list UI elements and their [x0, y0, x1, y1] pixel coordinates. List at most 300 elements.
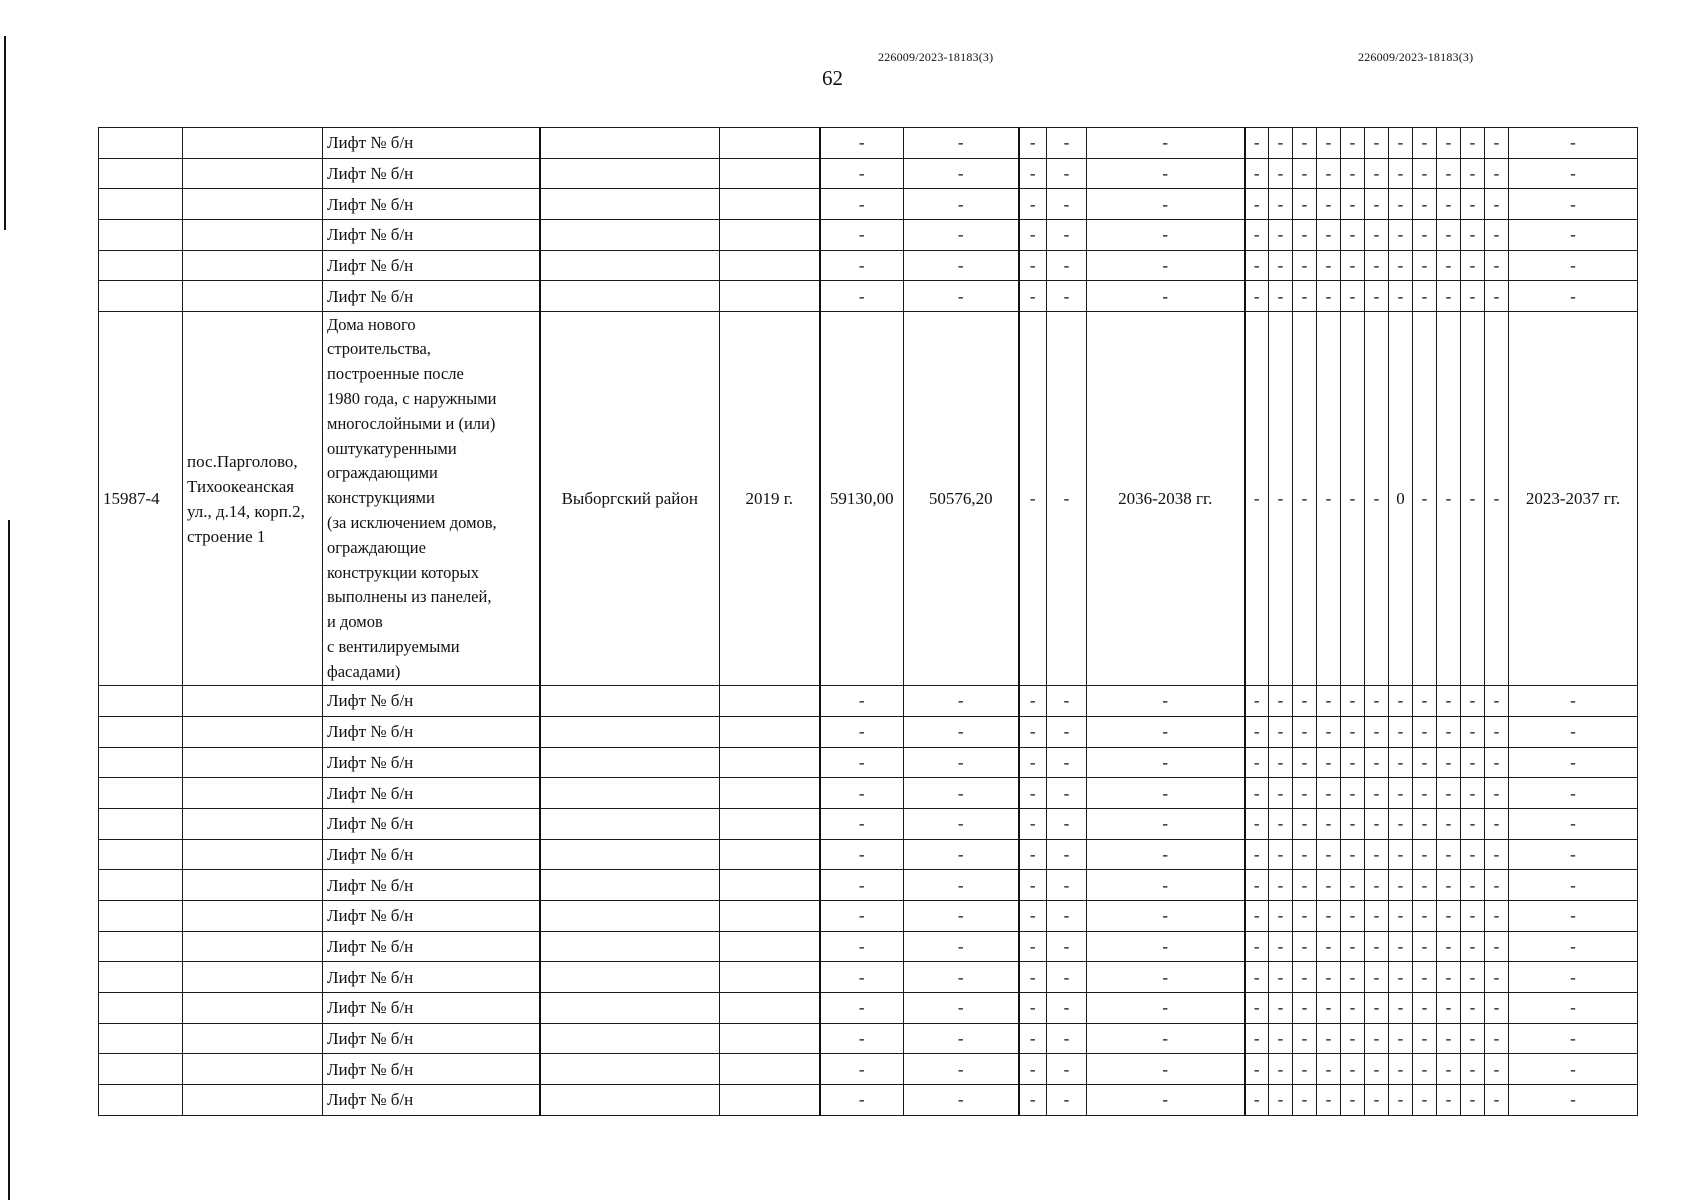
- building-small-col-11: -: [1485, 312, 1509, 686]
- lift-col-b: -: [1047, 993, 1087, 1024]
- lift-col-a: -: [1019, 870, 1047, 901]
- lift-small-col-4: -: [1317, 778, 1341, 809]
- lift-small-col-5: -: [1341, 250, 1365, 281]
- lift-period-repair: -: [1087, 128, 1245, 159]
- lift-small-col-3: -: [1293, 128, 1317, 159]
- lift-rows-after: [99, 686, 1638, 1116]
- lift-small-col-2: -: [1269, 158, 1293, 189]
- lift-small-col-10: -: [1461, 1054, 1485, 1085]
- lift-row: [99, 808, 1638, 839]
- lift-period-repair: -: [1087, 931, 1245, 962]
- lift-period-final: -: [1509, 808, 1638, 839]
- lift-area-living: -: [904, 1023, 1019, 1054]
- lift-period-final: -: [1509, 220, 1638, 251]
- lift-small-col-6: -: [1365, 900, 1389, 931]
- lift-col-b: -: [1047, 778, 1087, 809]
- lift-small-col-1: -: [1245, 808, 1269, 839]
- lift-small-col-5: -: [1341, 747, 1365, 778]
- lift-small-col-8: -: [1413, 870, 1437, 901]
- lift-small-col-6: -: [1365, 158, 1389, 189]
- building-area-total: 59130,00: [820, 312, 904, 686]
- lift-small-col-11: -: [1485, 686, 1509, 717]
- lift-small-col-9: -: [1437, 747, 1461, 778]
- lift-small-col-7: -: [1389, 220, 1413, 251]
- building-small-col-3: -: [1293, 312, 1317, 686]
- lift-small-col-9: -: [1437, 281, 1461, 312]
- lift-row: [99, 281, 1638, 312]
- lift-small-col-10: -: [1461, 281, 1485, 312]
- lift-period-repair: -: [1087, 686, 1245, 717]
- lift-small-col-8: -: [1413, 778, 1437, 809]
- lift-small-col-6: -: [1365, 778, 1389, 809]
- lift-row: [99, 870, 1638, 901]
- lift-row: [99, 900, 1638, 931]
- lift-col-a: -: [1019, 189, 1047, 220]
- lift-period-final: -: [1509, 189, 1638, 220]
- lift-small-col-9: -: [1437, 158, 1461, 189]
- lift-small-col-7: -: [1389, 993, 1413, 1024]
- lift-small-col-3: -: [1293, 993, 1317, 1024]
- lift-small-col-10: -: [1461, 250, 1485, 281]
- lift-small-col-9: -: [1437, 128, 1461, 159]
- lift-small-col-11: -: [1485, 808, 1509, 839]
- lift-small-col-10: -: [1461, 993, 1485, 1024]
- lift-small-col-7: -: [1389, 250, 1413, 281]
- lift-period-final: -: [1509, 962, 1638, 993]
- lift-row: [99, 189, 1638, 220]
- lift-col-a: -: [1019, 128, 1047, 159]
- lift-area-living: -: [904, 281, 1019, 312]
- lift-small-col-10: -: [1461, 158, 1485, 189]
- lift-period-repair: -: [1087, 250, 1245, 281]
- lift-label: Лифт № б/н: [323, 158, 540, 189]
- lift-small-col-9: -: [1437, 1085, 1461, 1116]
- lift-year-cell: [720, 962, 820, 993]
- lift-small-col-6: -: [1365, 220, 1389, 251]
- lift-period-final: -: [1509, 931, 1638, 962]
- lift-small-col-7: -: [1389, 686, 1413, 717]
- lift-small-col-10: -: [1461, 189, 1485, 220]
- lift-col-a: -: [1019, 993, 1047, 1024]
- building-row-group: [99, 312, 1638, 686]
- lift-small-col-10: -: [1461, 778, 1485, 809]
- lift-small-col-7: -: [1389, 1085, 1413, 1116]
- lift-label: Лифт № б/н: [323, 281, 540, 312]
- lift-area-total: -: [820, 189, 904, 220]
- lift-period-repair: -: [1087, 808, 1245, 839]
- lift-small-col-7: -: [1389, 189, 1413, 220]
- lift-label: Лифт № б/н: [323, 686, 540, 717]
- lift-small-col-10: -: [1461, 128, 1485, 159]
- lift-district-cell: [540, 870, 720, 901]
- lift-area-living: -: [904, 128, 1019, 159]
- building-small-col-4: -: [1317, 312, 1341, 686]
- lift-small-col-4: -: [1317, 686, 1341, 717]
- lift-small-col-1: -: [1245, 716, 1269, 747]
- lift-small-col-5: -: [1341, 931, 1365, 962]
- lift-small-col-4: -: [1317, 189, 1341, 220]
- lift-col-b: -: [1047, 962, 1087, 993]
- lift-period-final: -: [1509, 158, 1638, 189]
- building-type-line: ограждающими: [327, 463, 438, 483]
- lift-number-cell: [99, 931, 183, 962]
- lift-small-col-3: -: [1293, 686, 1317, 717]
- lift-small-col-2: -: [1269, 1085, 1293, 1116]
- lift-small-col-7: -: [1389, 778, 1413, 809]
- lift-small-col-4: -: [1317, 747, 1341, 778]
- lift-area-living: -: [904, 870, 1019, 901]
- lift-small-col-3: -: [1293, 778, 1317, 809]
- lift-col-a: -: [1019, 716, 1047, 747]
- lift-row: [99, 778, 1638, 809]
- lift-small-col-4: -: [1317, 281, 1341, 312]
- lift-area-living: -: [904, 716, 1019, 747]
- lift-small-col-3: -: [1293, 250, 1317, 281]
- lift-small-col-5: -: [1341, 962, 1365, 993]
- lift-small-col-11: -: [1485, 993, 1509, 1024]
- lift-year-cell: [720, 993, 820, 1024]
- lift-district-cell: [540, 189, 720, 220]
- lift-small-col-3: -: [1293, 158, 1317, 189]
- lift-area-living: -: [904, 158, 1019, 189]
- lift-small-col-1: -: [1245, 158, 1269, 189]
- lift-small-col-10: -: [1461, 1085, 1485, 1116]
- lift-small-col-9: -: [1437, 962, 1461, 993]
- building-type-line: оштукатуренными: [327, 438, 457, 458]
- lift-year-cell: [720, 158, 820, 189]
- lift-label: Лифт № б/н: [323, 747, 540, 778]
- lift-small-col-7: -: [1389, 747, 1413, 778]
- lift-area-living: -: [904, 1054, 1019, 1085]
- lift-small-col-2: -: [1269, 747, 1293, 778]
- lift-area-living: -: [904, 747, 1019, 778]
- lift-small-col-2: -: [1269, 686, 1293, 717]
- lift-period-final: -: [1509, 900, 1638, 931]
- lift-area-living: -: [904, 220, 1019, 251]
- lift-number-cell: [99, 281, 183, 312]
- lift-row: [99, 747, 1638, 778]
- lift-year-cell: [720, 128, 820, 159]
- lift-col-a: -: [1019, 747, 1047, 778]
- lift-small-col-9: -: [1437, 250, 1461, 281]
- lift-district-cell: [540, 747, 720, 778]
- lift-area-total: -: [820, 808, 904, 839]
- lift-row: [99, 839, 1638, 870]
- lift-small-col-11: -: [1485, 870, 1509, 901]
- lift-small-col-9: -: [1437, 778, 1461, 809]
- lift-small-col-1: -: [1245, 1054, 1269, 1085]
- lift-col-b: -: [1047, 931, 1087, 962]
- lift-period-repair: -: [1087, 281, 1245, 312]
- lift-year-cell: [720, 931, 820, 962]
- building-type-line: с вентилируемыми: [327, 637, 460, 656]
- lift-number-cell: [99, 1023, 183, 1054]
- building-small-col-2: -: [1269, 312, 1293, 686]
- lift-area-total: -: [820, 1023, 904, 1054]
- building-type-line: построенные после: [327, 364, 464, 384]
- lift-small-col-11: -: [1485, 900, 1509, 931]
- lift-col-a: -: [1019, 220, 1047, 251]
- lift-period-repair: -: [1087, 900, 1245, 931]
- lift-small-col-11: -: [1485, 778, 1509, 809]
- lift-col-a: -: [1019, 839, 1047, 870]
- lift-period-repair: -: [1087, 1054, 1245, 1085]
- lift-small-col-2: -: [1269, 281, 1293, 312]
- lift-small-col-1: -: [1245, 778, 1269, 809]
- lift-area-total: -: [820, 686, 904, 717]
- lift-small-col-6: -: [1365, 993, 1389, 1024]
- lift-address-cell: [183, 1054, 323, 1085]
- lift-period-repair: -: [1087, 993, 1245, 1024]
- lift-number-cell: [99, 962, 183, 993]
- lift-label: Лифт № б/н: [323, 1054, 540, 1085]
- lift-small-col-3: -: [1293, 716, 1317, 747]
- lift-small-col-6: -: [1365, 686, 1389, 717]
- lift-area-total: -: [820, 1054, 904, 1085]
- lift-row: [99, 220, 1638, 251]
- lift-small-col-10: -: [1461, 931, 1485, 962]
- lift-period-final: -: [1509, 747, 1638, 778]
- lift-small-col-6: -: [1365, 747, 1389, 778]
- building-type-line: 1980 года, с наружными: [327, 389, 497, 409]
- lift-address-cell: [183, 189, 323, 220]
- lift-year-cell: [720, 839, 820, 870]
- lift-address-cell: [183, 962, 323, 993]
- lift-district-cell: [540, 1023, 720, 1054]
- building-type-line: Дома нового: [327, 314, 416, 334]
- lift-small-col-6: -: [1365, 962, 1389, 993]
- lift-period-final: -: [1509, 778, 1638, 809]
- lift-col-b: -: [1047, 716, 1087, 747]
- lift-small-col-8: -: [1413, 1085, 1437, 1116]
- lift-small-col-11: -: [1485, 962, 1509, 993]
- lift-small-col-5: -: [1341, 189, 1365, 220]
- lift-col-a: -: [1019, 158, 1047, 189]
- lift-area-total: -: [820, 158, 904, 189]
- lift-period-final: -: [1509, 686, 1638, 717]
- lift-label: Лифт № б/н: [323, 128, 540, 159]
- lift-number-cell: [99, 900, 183, 931]
- lift-col-a: -: [1019, 808, 1047, 839]
- lift-period-final: -: [1509, 1023, 1638, 1054]
- lift-number-cell: [99, 747, 183, 778]
- lift-year-cell: [720, 808, 820, 839]
- lift-year-cell: [720, 747, 820, 778]
- lift-number-cell: [99, 128, 183, 159]
- lift-col-b: -: [1047, 747, 1087, 778]
- lift-small-col-1: -: [1245, 686, 1269, 717]
- lift-area-total: -: [820, 993, 904, 1024]
- lift-area-living: -: [904, 778, 1019, 809]
- lift-small-col-8: -: [1413, 716, 1437, 747]
- lift-col-b: -: [1047, 281, 1087, 312]
- lift-col-b: -: [1047, 220, 1087, 251]
- building-type-line: (за исключением домов,: [327, 513, 497, 533]
- lift-small-col-4: -: [1317, 993, 1341, 1024]
- lift-number-cell: [99, 778, 183, 809]
- building-small-col-7: 0: [1389, 312, 1413, 686]
- lift-small-col-9: -: [1437, 870, 1461, 901]
- lift-period-final: -: [1509, 281, 1638, 312]
- lift-small-col-7: -: [1389, 839, 1413, 870]
- lift-district-cell: [540, 220, 720, 251]
- lift-year-cell: [720, 189, 820, 220]
- lift-area-total: -: [820, 900, 904, 931]
- lift-number-cell: [99, 870, 183, 901]
- lift-small-col-9: -: [1437, 931, 1461, 962]
- lift-address-cell: [183, 128, 323, 159]
- lift-small-col-11: -: [1485, 839, 1509, 870]
- lift-small-col-2: -: [1269, 839, 1293, 870]
- lift-area-total: -: [820, 1085, 904, 1116]
- lift-small-col-4: -: [1317, 250, 1341, 281]
- lift-small-col-8: -: [1413, 839, 1437, 870]
- lift-area-total: -: [820, 870, 904, 901]
- lift-small-col-7: -: [1389, 808, 1413, 839]
- lift-small-col-1: -: [1245, 870, 1269, 901]
- lift-address-cell: [183, 900, 323, 931]
- lift-area-living: -: [904, 900, 1019, 931]
- lift-area-living: -: [904, 1085, 1019, 1116]
- lift-small-col-6: -: [1365, 250, 1389, 281]
- lift-small-col-9: -: [1437, 1054, 1461, 1085]
- lift-district-cell: [540, 686, 720, 717]
- building-small-col-10: -: [1461, 312, 1485, 686]
- lift-small-col-3: -: [1293, 189, 1317, 220]
- lift-district-cell: [540, 931, 720, 962]
- building-district: Выборгский район: [540, 312, 720, 686]
- lift-district-cell: [540, 808, 720, 839]
- building-type-line: конструкциями: [327, 488, 435, 508]
- lift-district-cell: [540, 158, 720, 189]
- lift-small-col-8: -: [1413, 1023, 1437, 1054]
- lift-small-col-2: -: [1269, 716, 1293, 747]
- lift-small-col-4: -: [1317, 808, 1341, 839]
- lift-small-col-7: -: [1389, 158, 1413, 189]
- lift-col-b: -: [1047, 900, 1087, 931]
- lift-small-col-8: -: [1413, 250, 1437, 281]
- lift-small-col-8: -: [1413, 900, 1437, 931]
- lift-area-total: -: [820, 220, 904, 251]
- lift-col-a: -: [1019, 778, 1047, 809]
- lift-small-col-11: -: [1485, 747, 1509, 778]
- lift-label: Лифт № б/н: [323, 189, 540, 220]
- lift-label: Лифт № б/н: [323, 778, 540, 809]
- lift-small-col-7: -: [1389, 931, 1413, 962]
- lift-address-cell: [183, 281, 323, 312]
- building-col-a: -: [1019, 312, 1047, 686]
- building-small-col-1: -: [1245, 312, 1269, 686]
- lift-small-col-5: -: [1341, 220, 1365, 251]
- lift-small-col-11: -: [1485, 250, 1509, 281]
- lift-small-col-11: -: [1485, 1054, 1509, 1085]
- lift-small-col-3: -: [1293, 1054, 1317, 1085]
- lift-small-col-7: -: [1389, 962, 1413, 993]
- lift-address-cell: [183, 250, 323, 281]
- lift-small-col-9: -: [1437, 189, 1461, 220]
- lift-small-col-1: -: [1245, 839, 1269, 870]
- lift-label: Лифт № б/н: [323, 220, 540, 251]
- lift-small-col-7: -: [1389, 281, 1413, 312]
- lift-small-col-1: -: [1245, 1023, 1269, 1054]
- lift-small-col-7: -: [1389, 1023, 1413, 1054]
- lift-period-repair: -: [1087, 189, 1245, 220]
- lift-address-cell: [183, 931, 323, 962]
- building-col-b: -: [1047, 312, 1087, 686]
- lift-label: Лифт № б/н: [323, 716, 540, 747]
- lift-label: Лифт № б/н: [323, 962, 540, 993]
- lift-small-col-4: -: [1317, 1054, 1341, 1085]
- lift-small-col-8: -: [1413, 808, 1437, 839]
- lift-small-col-6: -: [1365, 870, 1389, 901]
- lift-area-living: -: [904, 993, 1019, 1024]
- lift-col-a: -: [1019, 962, 1047, 993]
- building-small-col-5: -: [1341, 312, 1365, 686]
- lift-number-cell: [99, 716, 183, 747]
- lift-year-cell: [720, 1023, 820, 1054]
- building-type-line: и домов: [327, 612, 383, 632]
- lift-small-col-6: -: [1365, 1085, 1389, 1116]
- lift-area-living: -: [904, 189, 1019, 220]
- lift-label: Лифт № б/н: [323, 900, 540, 931]
- lift-year-cell: [720, 900, 820, 931]
- lift-district-cell: [540, 281, 720, 312]
- lift-year-cell: [720, 281, 820, 312]
- lift-label: Лифт № б/н: [323, 931, 540, 962]
- building-type-line: многослойными и (или): [327, 413, 496, 433]
- lift-small-col-7: -: [1389, 900, 1413, 931]
- lift-small-col-3: -: [1293, 870, 1317, 901]
- lift-small-col-4: -: [1317, 931, 1341, 962]
- lift-small-col-5: -: [1341, 778, 1365, 809]
- lift-small-col-2: -: [1269, 1054, 1293, 1085]
- lift-small-col-9: -: [1437, 220, 1461, 251]
- lift-address-cell: [183, 158, 323, 189]
- lift-year-cell: [720, 716, 820, 747]
- building-type-line: конструкции которых: [327, 562, 479, 582]
- lift-small-col-3: -: [1293, 962, 1317, 993]
- lift-small-col-8: -: [1413, 189, 1437, 220]
- lift-small-col-7: -: [1389, 870, 1413, 901]
- lift-small-col-10: -: [1461, 900, 1485, 931]
- lift-small-col-2: -: [1269, 128, 1293, 159]
- lift-small-col-1: -: [1245, 993, 1269, 1024]
- lift-small-col-4: -: [1317, 158, 1341, 189]
- lift-small-col-3: -: [1293, 747, 1317, 778]
- lift-small-col-5: -: [1341, 870, 1365, 901]
- lift-period-final: -: [1509, 870, 1638, 901]
- lift-number-cell: [99, 250, 183, 281]
- lift-small-col-9: -: [1437, 900, 1461, 931]
- building-period-final: 2023-2037 гг.: [1509, 312, 1638, 686]
- lift-period-repair: -: [1087, 870, 1245, 901]
- lift-district-cell: [540, 1054, 720, 1085]
- lift-small-col-2: -: [1269, 808, 1293, 839]
- lift-small-col-9: -: [1437, 1023, 1461, 1054]
- lift-small-col-1: -: [1245, 1085, 1269, 1116]
- lift-number-cell: [99, 993, 183, 1024]
- lift-col-b: -: [1047, 808, 1087, 839]
- lift-col-b: -: [1047, 839, 1087, 870]
- lift-col-a: -: [1019, 931, 1047, 962]
- lift-year-cell: [720, 250, 820, 281]
- lift-small-col-4: -: [1317, 900, 1341, 931]
- register-table: [98, 127, 1638, 1116]
- lift-small-col-4: -: [1317, 716, 1341, 747]
- lift-district-cell: [540, 778, 720, 809]
- lift-col-a: -: [1019, 250, 1047, 281]
- lift-col-b: -: [1047, 1054, 1087, 1085]
